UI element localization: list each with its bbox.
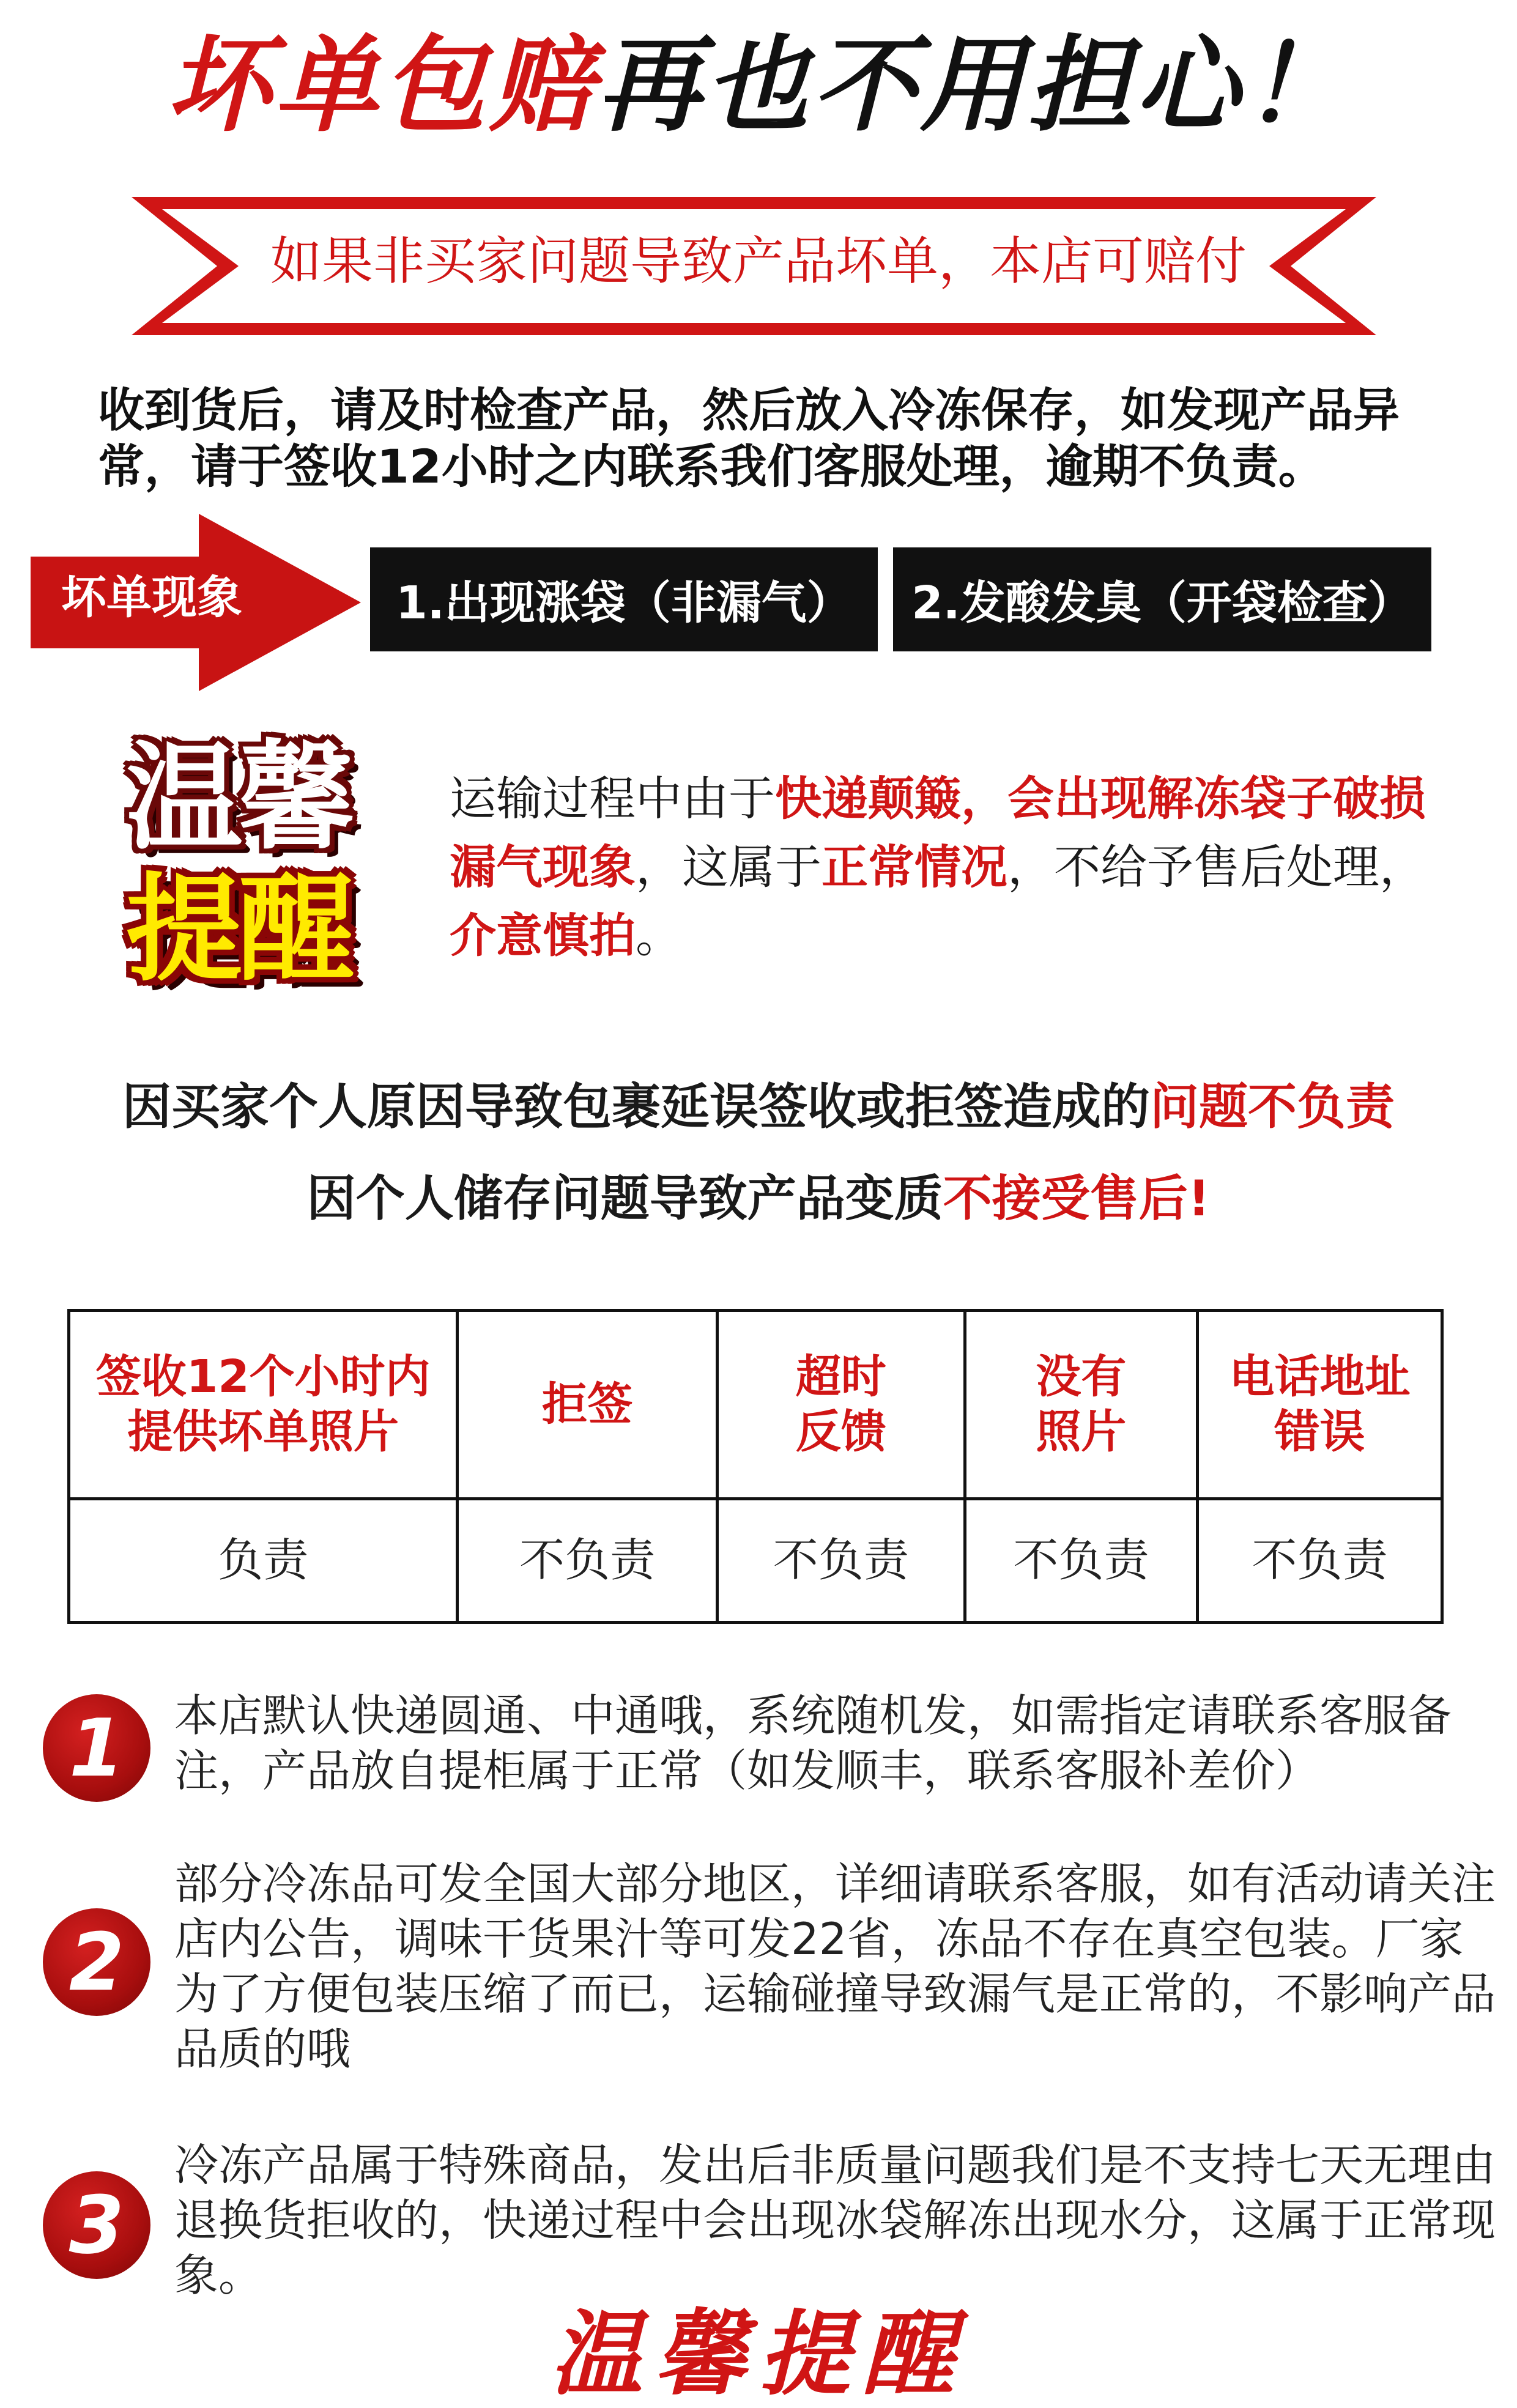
note-number-3: 3 [43,2171,150,2279]
reminder-seg-2: 快递颠簸，会出现解冻袋子破损漏气现象 [450,771,1426,894]
table-cell: 不负责 [965,1499,1197,1622]
policy-line-1 [0,1078,1517,1135]
reminder-seg-7: 。 [636,908,682,963]
note-text-3: 冷冻产品属于特殊商品，发出后非质量问题我们是不支持七天无理由退换货拒收的，快递过程中会出现冰袋解冻出现水分，这属于正常现象。 [174,2139,1496,2301]
headline-red-part: 坏单包赔 [166,25,597,146]
note-text-2: 部分冷冻品可发全国大部分地区，详细请联系客服，如有活动请关注店内公告，调味干货果汁等可发22省，冻品不存在真空包装。厂家为了方便包装压缩了而已，运输碰撞导致漏气是正常的，不影响产品品质的哦 [174,1858,1496,2075]
policy-line-2-black: 因个人储存问题导致产品变质 [306,1170,943,1227]
badge-line-1: 温馨 [125,730,351,865]
note-number-1: 1 [43,1694,150,1802]
table-cell: 不负责 [717,1499,965,1622]
bad-order-label: 坏单现象 [61,571,242,624]
table-header-row [69,1311,1442,1499]
table-header-cell: 签收12个小时内 提供坏单照片 [69,1311,458,1499]
reminder-seg-5: ，不给予售后处理， [1007,840,1426,894]
headline-black-part: 再也不用担心！ [597,25,1351,146]
reminder-seg-3: ，这属于 [636,840,822,894]
footer-heading: 温馨提醒 [550,2302,966,2408]
reminder-text [450,765,1441,970]
table-cell: 负责 [69,1499,458,1622]
table-cell: 不负责 [458,1499,717,1622]
page-headline [0,25,1517,146]
table-row [69,1499,1442,1622]
responsibility-table [67,1309,1444,1624]
table-cell: 不负责 [1198,1499,1442,1622]
table-header-cell: 拒签 [458,1311,717,1499]
badge-line-2: 提醒 [125,862,351,997]
note-number-2: 2 [43,1908,150,2016]
reminder-seg-1: 运输过程中由于 [450,771,775,826]
reminder-seg-4: 正常情况 [822,840,1007,894]
table-header-cell: 电话地址 错误 [1198,1311,1442,1499]
policy-line-1-red: 问题不负责 [1150,1078,1395,1135]
note-text-1: 本店默认快递圆通、中通哦，系统随机发，如需指定请联系客服备注，产品放自提柜属于正常（如发顺丰，联系客服补差价） [174,1690,1452,1796]
ribbon-text: 如果非买家问题导致产品坏单，本店可赔付 [270,231,1247,291]
bad-order-item-2: 2.发酸发臭（开袋检查） [893,547,1431,651]
policy-line-2 [0,1170,1517,1227]
reminder-seg-6: 介意慎拍 [450,908,636,963]
warm-reminder-badge [110,728,367,1003]
policy-line-1-black: 因买家个人原因导致包裹延误签收或拒签造成的 [122,1078,1150,1135]
table-header-cell: 没有 照片 [965,1311,1197,1499]
table-header-cell: 超时 反馈 [717,1311,965,1499]
bad-order-item-1: 1.出现涨袋（非漏气） [370,547,878,651]
intro-text: 收到货后，请及时检查产品，然后放入冷冻保存，如发现产品异常，请于签收12小时之内联系我们客服处理，逾期不负责。 [98,383,1400,494]
policy-line-2-red: 不接受售后! [943,1170,1211,1227]
